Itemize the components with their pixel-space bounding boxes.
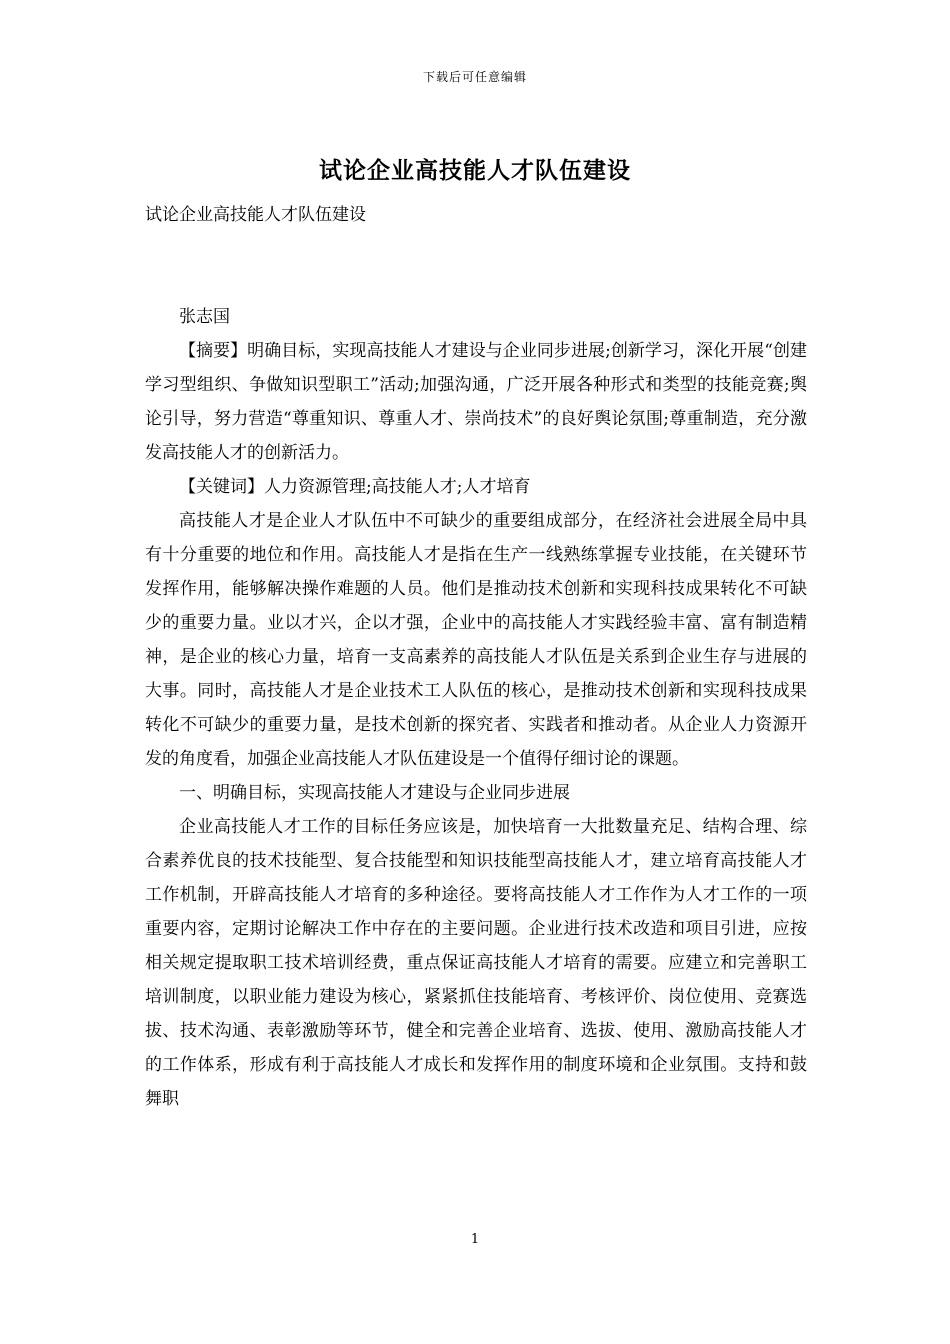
section-heading-1: 一、明确目标，实现高技能人才建设与企业同步进展 <box>179 783 570 803</box>
author-name: 张志国 <box>179 307 230 327</box>
keywords-paragraph: 【关键词】人力资源管理;高技能人才;人才培育 <box>179 477 531 497</box>
page-header: 下载后可任意编辑 <box>422 70 527 84</box>
body-paragraph-2: 企业高技能人才工作的目标任务应该是，加快培育一大批数量充足、结构合理、综合素养优良的技术技能型、复合技能型和知识技能型高技能人才，建立培育高技能人才工作机制，开辟高技能人才培育的多种途径。要将高技能人才工作作为人才工作的一项重要内容，定期讨论解决工作中存在的主要问题。企业进行技术改造和项目引进，应按相关规定提取职工技术培训经费，重点保证高技能人才培育的需要。应建立和完善职工培训制度，以职业能力建设为核心，紧紧抓住技能培育、考核评价、岗位使用、竞赛选拔、技术沟通、表彰激励等环节，健全和完善企业培育、选拔、使用、激励高技能人才的工作体系，形成有利于高技能人才成长和发挥作用的制度环境和企业氛围。支持和鼓舞职 <box>145 817 807 1109</box>
document-body <box>145 198 807 1116</box>
spacer <box>145 232 807 300</box>
abstract-paragraph: 【摘要】明确目标，实现高技能人才建设与企业同步进展;创新学习，深化开展“创建学习型组织、争做知识型职工”活动;加强沟通，广泛开展各种形式和类型的技能竞赛;舆论引导，努力营造“尊重知识、尊重人才、崇尚技术”的良好舆论氛围;尊重制造，充分激发高技能人才的创新活力。 <box>145 341 807 463</box>
page-number: 1 <box>470 1232 480 1247</box>
body-paragraph-1: 高技能人才是企业人才队伍中不可缺少的重要组成部分，在经济社会进展全局中具有十分重要的地位和作用。高技能人才是指在生产一线熟练掌握专业技能，在关键环节发挥作用，能够解决操作难题的人员。他们是推动技术创新和实现科技成果转化不可缺少的重要力量。业以才兴，企以才强，企业中的高技能人才实践经验丰富、富有制造精神，是企业的核心力量，培育一支高素养的高技能人才队伍是关系到企业生存与进展的大事。同时，高技能人才是企业技术工人队伍的核心，是推动技术创新和实现科技成果转化不可缺少的重要力量，是技术创新的探究者、实践者和推动者。从企业人力资源开发的角度看，加强企业高技能人才队伍建设是一个值得仔细讨论的课题。 <box>145 511 807 769</box>
document-title: 试论企业高技能人才队伍建设 <box>319 157 631 184</box>
document-subtitle: 试论企业高技能人才队伍建设 <box>145 205 366 225</box>
